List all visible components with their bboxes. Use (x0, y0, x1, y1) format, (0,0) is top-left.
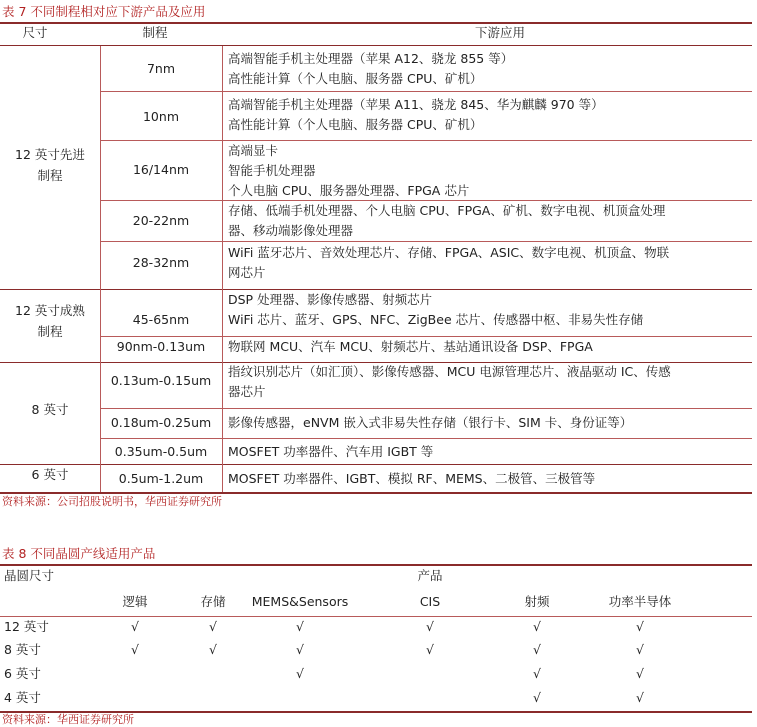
process-7nm: 7nm (146, 61, 176, 76)
app-45-65nm: DSP 处理器、影像传感器、射频芯片 WiFi 芯片、蓝牙、GPS、NFC、ZigBee 芯片、传感器中枢、非易失性存储 (228, 292, 644, 327)
process-28-32nm: 28-32nm (132, 255, 190, 270)
table8-check-mark: √ (533, 690, 541, 705)
process-10nm: 10nm (142, 109, 179, 124)
header-application: 下游应用 (474, 25, 525, 40)
table8-top-rule (0, 564, 752, 566)
table8-check-mark: √ (636, 690, 644, 705)
process-0.13um: 0.13um-0.15um (110, 373, 212, 388)
process-16-14nm: 16/14nm (132, 162, 190, 177)
header-process: 制程 (142, 25, 168, 40)
app-0.35um: MOSFET 功率器件、汽车用 IGBT 等 (228, 444, 434, 459)
table8-check-mark: √ (296, 642, 304, 657)
process-0.35um: 0.35um-0.5um (114, 444, 208, 459)
header-size: 尺寸 (22, 25, 48, 40)
table8-check-mark: √ (533, 619, 541, 634)
process-0.18um: 0.18um-0.25um (110, 415, 212, 430)
table8-row-size: 12 英寸 (4, 619, 49, 634)
table8-check-mark: √ (636, 619, 644, 634)
table8-title: 表 8 不同晶圆产线适用产品 (2, 546, 156, 561)
process-90nm: 90nm-0.13um (116, 339, 206, 354)
table8-check-mark: √ (131, 619, 139, 634)
group-size-6: 6 英寸 (31, 467, 69, 482)
table8-check-mark: √ (296, 619, 304, 634)
table8-check-mark: √ (209, 642, 217, 657)
table8-header-products: 产品 (417, 568, 443, 583)
app-20-22nm: 存储、低端手机处理器、个人电脑 CPU、FPGA、矿机、数字电视、机顶盒处理 器、移动端影像处理器 (228, 203, 666, 238)
group-size-8: 8 英寸 (31, 402, 69, 417)
table8-check-mark: √ (636, 642, 644, 657)
row-sep (100, 438, 752, 439)
group-size-12-mature: 12 英寸成熟 制程 (15, 303, 85, 339)
table8-check-mark: √ (131, 642, 139, 657)
table8-check-mark: √ (636, 666, 644, 681)
process-0.5um: 0.5um-1.2um (118, 471, 204, 486)
table8-source: 资料来源：华西证券研究所 (2, 713, 134, 726)
table8-check-mark: √ (533, 666, 541, 681)
table8-col-1: 存储 (200, 594, 226, 609)
col-divider (222, 46, 223, 493)
app-90nm: 物联网 MCU、汽车 MCU、射频芯片、基站通讯设备 DSP、FPGA (228, 339, 593, 354)
row-sep (100, 91, 752, 92)
table8-check-mark: √ (426, 642, 434, 657)
app-16-14nm: 高端显卡 智能手机处理器 个人电脑 CPU、服务器处理器、FPGA 芯片 (228, 143, 470, 198)
table8-row-size: 8 英寸 (4, 642, 41, 657)
table8-check-mark: √ (296, 666, 304, 681)
table8-col-5: 功率半导体 (608, 594, 672, 609)
app-7nm: 高端智能手机主处理器（苹果 A12、骁龙 855 等） 高性能计算（个人电脑、服务器 CPU、矿机） (228, 51, 514, 86)
table8-row-size: 4 英寸 (4, 690, 41, 705)
group-size-12-advanced: 12 英寸先进 制程 (15, 147, 85, 183)
table7-title: 表 7 不同制程相对应下游产品及应用 (2, 4, 206, 19)
process-20-22nm: 20-22nm (132, 213, 190, 228)
app-0.18um: 影像传感器，eNVM 嵌入式非易失性存储（银行卡、SIM 卡、身份证等） (228, 415, 633, 430)
app-0.13um: 指纹识别芯片（如汇顶）、影像传感器、MCU 电源管理芯片、液晶驱动 IC、传感 器芯片 (228, 364, 671, 399)
app-10nm: 高端智能手机主处理器（苹果 A11、骁龙 845、华为麒麟 970 等） 高性能计算（个人电脑、服务器 CPU、矿机） (228, 97, 604, 132)
group-sep-3 (0, 464, 752, 465)
row-sep (100, 408, 752, 409)
table8-header-size: 晶圆尺寸 (4, 568, 55, 583)
table8-col-4: 射频 (524, 594, 550, 609)
table8-col-3: CIS (419, 594, 441, 609)
table7-source: 资料来源：公司招股说明书，华西证券研究所 (2, 495, 222, 508)
table8-col-0: 逻辑 (122, 594, 148, 609)
app-0.5um: MOSFET 功率器件、IGBT、模拟 RF、MEMS、二极管、三极管等 (228, 471, 596, 486)
process-45-65nm: 45-65nm (132, 312, 190, 327)
table8-check-mark: √ (533, 642, 541, 657)
table8-col-2: MEMS&Sensors (251, 594, 349, 609)
app-28-32nm: WiFi 蓝牙芯片、音效处理芯片、存储、FPGA、ASIC、数字电视、机顶盒、物联 网芯片 (228, 245, 670, 280)
table8-check-mark: √ (426, 619, 434, 634)
table8-check-mark: √ (209, 619, 217, 634)
table7-header-rule (0, 45, 752, 46)
row-sep (100, 241, 752, 242)
table8-row-size: 6 英寸 (4, 666, 41, 681)
